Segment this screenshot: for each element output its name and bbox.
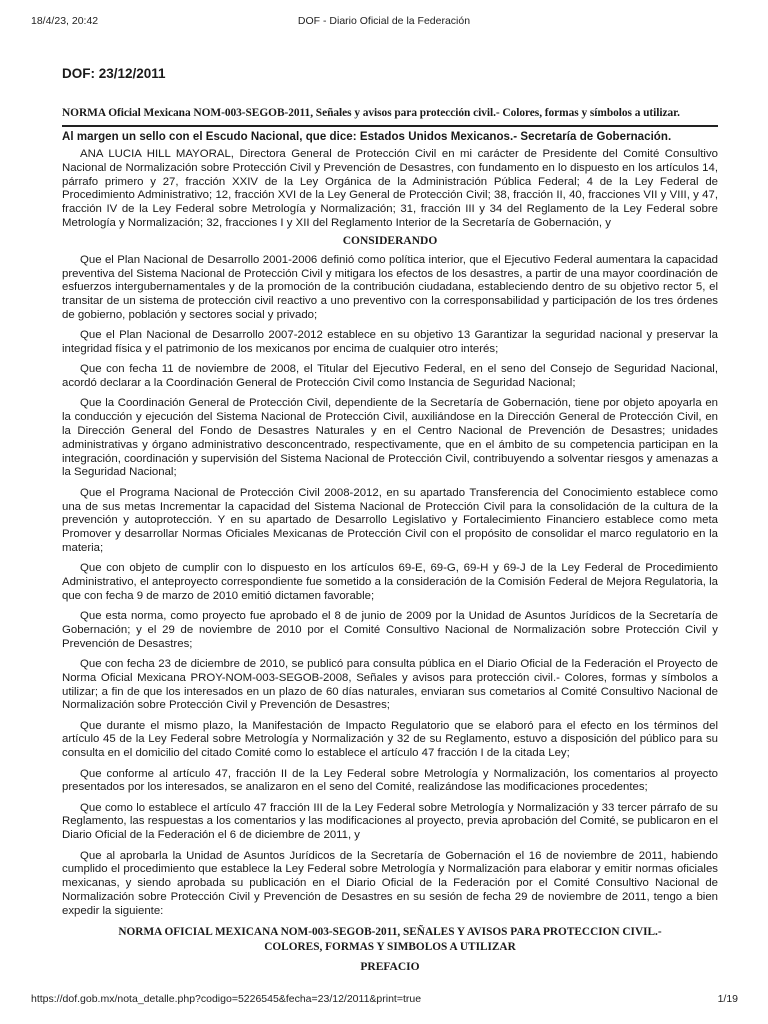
margin-seal-line: Al margen un sello con el Escudo Nacional, que dice: Estados Unidos Mexicanos.- Secretaría de Gobernación. xyxy=(62,131,672,143)
norma-final-title-line1: NORMA OFICIAL MEXICANA NOM-003-SEGOB-2011, SEÑALES Y AVISOS PARA PROTECCION CIVIL.- xyxy=(118,926,662,939)
page-number: 1/19 xyxy=(717,993,738,1005)
print-timestamp: 18/4/23, 20:42 xyxy=(31,15,99,27)
norma-final-title-line2: COLORES, FORMAS Y SIMBOLOS A UTILIZAR xyxy=(264,941,516,954)
considerando-paragraph: Que con fecha 11 de noviembre de 2008, el Titular del Ejecutivo Federal, en el seno del Consejo de Seguridad Nacional, acordó declarar a la Coordinación General de Protección Civil como Instancia de Seguridad Nacional; xyxy=(62,363,718,390)
print-page-title: DOF - Diario Oficial de la Federación xyxy=(297,15,471,27)
considerando-paragraph: Que con fecha 23 de diciembre de 2010, se publicó para consulta pública en el Diario Oficial de la Federación el Proyecto de Norma Oficial Mexicana PROY-NOM-003-SEGOB-2008, Señales y avisos para protección civil.- Colores, formas y símbolos a utilizar; a fin de que los interesados en un plazo de 60 días naturales, enviaran sus cometarios al Comité Consultivo Nacional de Normalización sobre Protección Civil y Prevención de Desastres; xyxy=(62,658,718,712)
prefacio-heading: PREFACIO xyxy=(360,961,420,974)
considerando-paragraph: Que como lo establece el artículo 47 fracción III de la Ley Federal sobre Metrología y Normalización y 33 tercer párrafo de su Reglamento, las respuestas a los comentarios y las modificaciones al proyecto, previa aprobación del Comité, se publicaron en el Diario Oficial de la Federación el 6 de diciembre de 2011, y xyxy=(62,801,718,842)
print-header xyxy=(0,0,768,40)
considerando-paragraph: Que el Programa Nacional de Protección Civil 2008-2012, en su apartado Transferencia del Conocimiento establece como una de sus metas Incrementar la capacidad del Sistema Nacional de Protección Civil para la consolidación de la cultura de la prevención y autoprotección. Y en su apartado de Desarrollo Legislativo y Fortalecimiento Financiero establece como meta Promover y desarrollar Normas Oficiales Mexicanas de Protección Civil con el propósito de consolidar el marco regulatorio en la materia; xyxy=(62,486,718,554)
print-url: https://dof.gob.mx/nota_detalle.php?codigo=5226545&fecha=23/12/2011&print=true xyxy=(31,993,422,1005)
title-divider xyxy=(62,125,718,127)
considerando-paragraph: Que el Plan Nacional de Desarrollo 2001-2006 definió como política interior, que el Ejecutivo Federal aumentara la capacidad preventiva del Sistema Nacional de Protección Civil y mitigara los efectos de los desastres, a partir de una mayor coordinación de esfuerzos intergubernamentales y de la promoción de la contribución ciudadana, estableciendo dentro de su objetivo rector 5, el transitar de un sistema de protección civil reactivo a uno preventivo con la corresponsabilidad y participación de los tres órdenes de gobierno, población y sectores social y privado; xyxy=(62,253,718,321)
considerando-paragraph: Que la Coordinación General de Protección Civil, dependiente de la Secretaría de Gobernación, tiene por objeto apoyarla en la conducción y ejecución del Sistema Nacional de Protección Civil, auxiliándose en la Dirección General de Protección Civil, en la Dirección General del Fondo de Desastres Naturales y en el Centro Nacional de Prevención de Desastres; unidades administrativas y órgano administrativo desconcentrado, respectivamente, que en el ámbito de su competencia participan en la integración, coordinación y supervisión del Sistema Nacional de Protección Civil, contribuyendo a solventar riesgos y amenazas a la Seguridad Nacional; xyxy=(62,397,718,479)
considerando-paragraph: Que el Plan Nacional de Desarrollo 2007-2012 establece en su objetivo 13 Garantizar la seguridad nacional y preservar la integridad física y el patrimonio de los mexicanos por encima de cualquier otro interés; xyxy=(62,329,718,356)
considerando-paragraph: Que durante el mismo plazo, la Manifestación de Impacto Regulatorio que se elaboró para el efecto en los términos del artículo 45 de la Ley Federal sobre Metrología y Normalización y 32 de su Reglamento, estuvo a disposición del público para su consulta en el domicilio del citado Comité como lo establece el artículo 47 fracción I de la citada Ley; xyxy=(62,719,718,760)
publication-date: DOF: 23/12/2011 xyxy=(62,66,166,81)
document-page xyxy=(62,66,718,980)
norma-title: NORMA Oficial Mexicana NOM-003-SEGOB-2011, Señales y avisos para protección civil.- Colores, formas y símbolos a utilizar. xyxy=(62,107,680,119)
norma-final-title xyxy=(62,925,718,955)
intro-paragraph: ANA LUCIA HILL MAYORAL, Directora General de Protección Civil en mi carácter de Presidente del Comité Consultivo Nacional de Normalización sobre Protección Civil y Prevención de Desastres, con fundamento en lo dispuesto en los artículos 14, párrafo primero y 27, fracción XXIV de la Ley Orgánica de la Administración Pública Federal; 4 de la Ley Federal de Procedimiento Administrativo; 12, fracción XVI de la Ley General de Protección Civil; 38, fracción II, 40, fracciones VII y VIII, y 47, fracción IV de la Ley Federal sobre Metrología y Normalización; 31, fracción III y 34 del Reglamento de la Ley Federal sobre Metrología y Normalización; 32, fracciones I y XII del Reglamento Interior de la Secretaría de Gobernación, y xyxy=(62,148,718,229)
considerando-paragraph: Que esta norma, como proyecto fue aprobado el 8 de junio de 2009 por la Unidad de Asuntos Jurídicos de la Secretaría de Gobernación; y el 29 de noviembre de 2010 por el Comité Consultivo Nacional de Normalización sobre Protección Civil y Prevención de Desastres; xyxy=(62,610,718,650)
considerando-paragraph: Que conforme al artículo 47, fracción II de la Ley Federal sobre Metrología y Normalización, los comentarios al proyecto presentados por los interesados, se analizaron en el seno del Comité, realizándose las modificaciones procedentes; xyxy=(62,767,718,794)
considerando-heading: CONSIDERANDO xyxy=(342,234,438,247)
considerando-paragraph: Que con objeto de cumplir con lo dispuesto en los artículos 69-E, 69-G, 69-H y 69-J de la Ley Federal de Procedimiento Administrativo, el anteproyecto correspondiente fue sometido a la consideración de la Comisión Federal de Mejora Regulatoria, la que con fecha 9 de marzo de 2010 emitió dictamen favorable; xyxy=(62,562,718,602)
considerando-paragraph: Que al aprobarla la Unidad de Asuntos Jurídicos de la Secretaría de Gobernación el 16 de noviembre de 2011, habiendo cumplido el procedimiento que establece la Ley Federal sobre Metrología y Normalización para elaborar y emitir normas oficiales mexicanas, y siendo aprobada su publicación en el Diario Oficial de la Federación por el Comité Consultivo Nacional de Normalización sobre Protección Civil y Prevención de Desastres en su sesión de fecha 29 de noviembre de 2011, tengo a bien expedir la siguiente: xyxy=(62,849,718,917)
